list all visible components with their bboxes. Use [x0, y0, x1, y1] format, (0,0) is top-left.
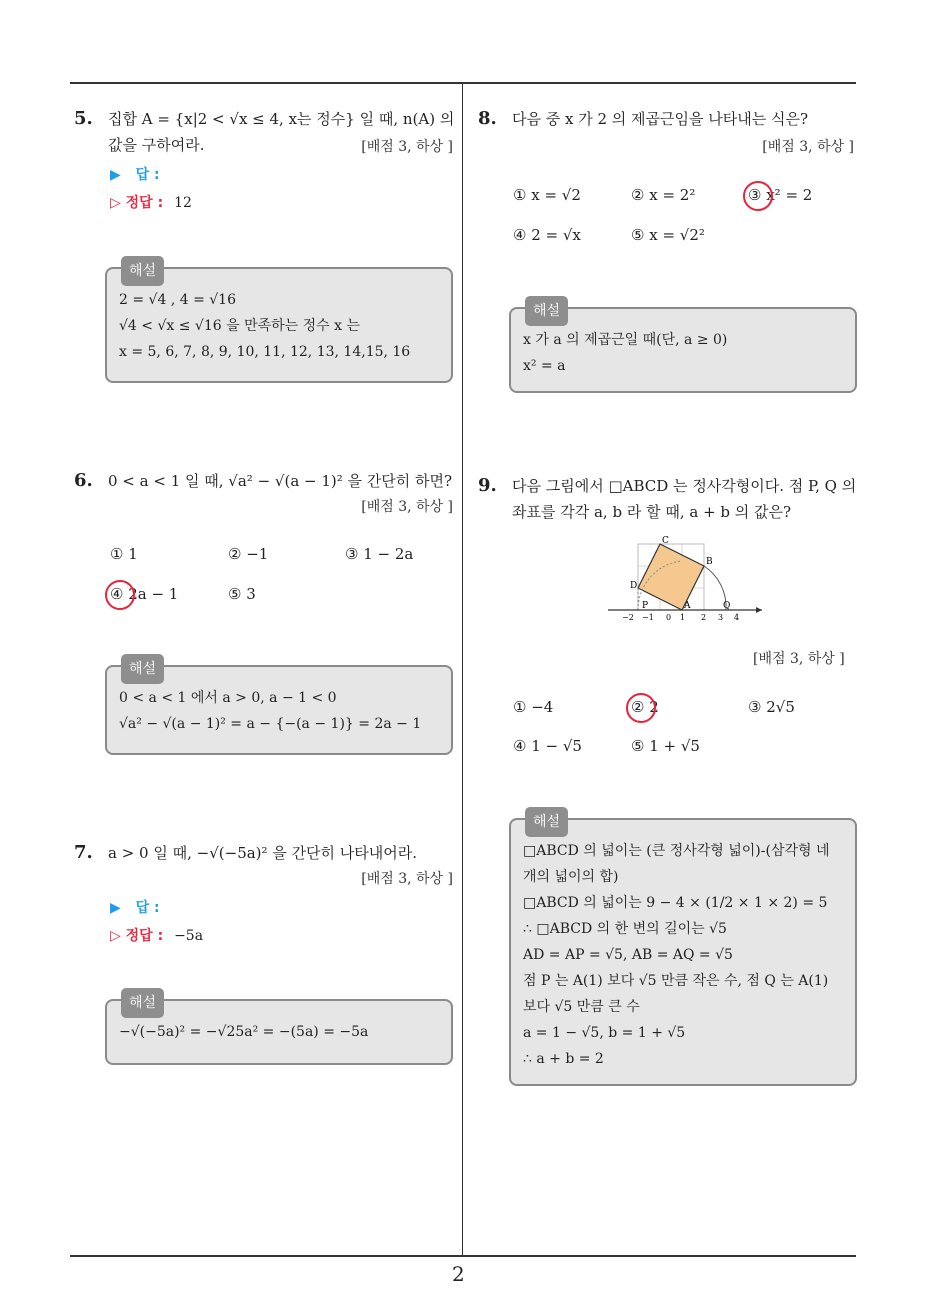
- solution-line: x 가 a 의 제곱근일 때(단, a ≥ 0): [523, 332, 728, 348]
- solution-box: [105, 263, 453, 383]
- point-label: B: [706, 557, 713, 567]
- correct-answer-line: [110, 192, 192, 212]
- option-2[interactable]: ② x = 2²: [631, 186, 696, 204]
- triangle-outline-icon: ▷: [110, 928, 121, 944]
- play-icon: ▶: [110, 900, 121, 916]
- problem-number: 8.: [478, 108, 497, 129]
- tick-label: 0: [666, 613, 672, 622]
- solution-line: 2 = √4 , 4 = √16: [119, 292, 236, 308]
- correct-value: 12: [174, 195, 192, 211]
- answer-label: 답 :: [135, 900, 160, 916]
- problem-number: 6.: [74, 470, 93, 491]
- problem-meta: [배점 3, 하상 ]: [361, 139, 453, 155]
- selected-mark-circle: [743, 181, 773, 211]
- tick-label: 1: [680, 613, 686, 622]
- point-label: Q: [723, 601, 731, 611]
- tick-label: 3: [718, 613, 724, 622]
- triangle-outline-icon: ▷: [110, 195, 121, 211]
- answer-label: 답 :: [135, 167, 160, 183]
- solution-tag: 해설: [525, 807, 568, 837]
- solution-tag: 해설: [121, 654, 164, 684]
- number-line-square-figure: [606, 536, 766, 626]
- bottom-rule: [70, 1255, 856, 1257]
- problem-number: 7.: [74, 842, 93, 863]
- problem-number: 5.: [74, 108, 93, 129]
- option-5[interactable]: ⑤ 1 + √5: [631, 737, 700, 755]
- problem-number: 9.: [478, 475, 497, 496]
- solution-line: x² = a: [523, 358, 566, 374]
- solution-box: [509, 814, 857, 1086]
- correct-label: 정답 :: [125, 195, 164, 211]
- point-label: D: [630, 581, 638, 591]
- solution-line: x = 5, 6, 7, 8, 9, 10, 11, 12, 13, 14,15, 16: [119, 344, 411, 360]
- option-3[interactable]: ③ 2√5: [748, 698, 795, 716]
- solution-tag: 해설: [525, 296, 568, 326]
- selected-mark-circle: [626, 693, 656, 723]
- problem-stem: 0 < a < 1 일 때, √a² − √(a − 1)² 을 간단히 하면?: [108, 472, 453, 490]
- point-label: P: [642, 601, 649, 611]
- point-label: A: [684, 601, 691, 611]
- option-2[interactable]: ② 2: [631, 698, 659, 716]
- solution-line: ∴ a + b = 2: [523, 1051, 604, 1067]
- answer-line: [110, 897, 160, 917]
- solution-line: □ABCD 의 넓이는 (큰 정사각형 넓이)-(삼각형 네 개의 넓이의 합): [523, 843, 830, 885]
- problem-meta: [배점 3, 하상 ]: [762, 139, 854, 155]
- option-2[interactable]: ② −1: [228, 545, 269, 563]
- column-divider: [462, 84, 463, 1256]
- tick-label: −2: [622, 613, 634, 622]
- option-5[interactable]: ⑤ 3: [228, 585, 256, 603]
- answer-line: [110, 164, 160, 184]
- tick-label: 4: [734, 613, 740, 622]
- problem-stem: 다음 중 x 가 2 의 제곱근임을 나타내는 식은?: [512, 110, 809, 128]
- solution-line: −√(−5a)² = −√25a² = −(5a) = −5a: [119, 1024, 369, 1040]
- option-4[interactable]: ④ 2a − 1: [110, 585, 179, 603]
- solution-box: [105, 661, 453, 755]
- solution-tag: 해설: [121, 256, 164, 286]
- top-rule: [70, 82, 856, 84]
- selected-mark-circle: [105, 580, 135, 610]
- solution-line: 점 P 는 A(1) 보다 √5 만큼 작은 수, 점 Q 는 A(1) 보다 √5 만큼 큰 수: [523, 973, 829, 1015]
- solution-line: □ABCD 의 넓이는 9 − 4 × (1/2 × 1 × 2) = 5: [523, 895, 828, 911]
- tick-label: 2: [701, 613, 707, 622]
- option-4[interactable]: ④ 2 = √x: [513, 226, 581, 244]
- solution-box: [105, 995, 453, 1065]
- solution-tag: 해설: [121, 988, 164, 1018]
- correct-value: −5a: [174, 928, 204, 944]
- solution-line: AD = AP = √5, AB = AQ = √5: [523, 947, 733, 963]
- problem-meta: [배점 3, 하상 ]: [361, 499, 453, 515]
- solution-line: 0 < a < 1 에서 a > 0, a − 1 < 0: [119, 690, 337, 706]
- option-4[interactable]: ④ 1 − √5: [513, 737, 582, 755]
- option-3[interactable]: ③ x² = 2: [748, 186, 813, 204]
- solution-line: a = 1 − √5, b = 1 + √5: [523, 1025, 686, 1041]
- option-5[interactable]: ⑤ x = √2²: [631, 226, 705, 244]
- correct-answer-line: [110, 925, 203, 945]
- page-number: 2: [452, 1262, 465, 1286]
- solution-line: √4 < √x ≤ √16 을 만족하는 정수 x 는: [119, 318, 360, 334]
- solution-line: √a² − √(a − 1)² = a − {−(a − 1)} = 2a − 1: [119, 716, 422, 732]
- problem-stem: 집합 A = {x|2 < √x ≤ 4, x는 정수} 일 때, n(A) 의 값을 구하여라.: [108, 110, 455, 154]
- correct-label: 정답 :: [125, 928, 164, 944]
- option-3[interactable]: ③ 1 − 2a: [345, 545, 414, 563]
- option-1[interactable]: ① 1: [110, 545, 138, 563]
- play-icon: ▶: [110, 167, 121, 183]
- solution-box: [509, 303, 857, 393]
- problem-stem: a > 0 일 때, −√(−5a)² 을 간단히 나타내어라.: [108, 844, 418, 862]
- problem-stem: 다음 그림에서 □ABCD 는 정사각형이다. 점 P, Q 의 좌표를 각각 a, b 라 할 때, a + b 의 값은?: [512, 477, 857, 521]
- solution-line: ∴ □ABCD 의 한 변의 길이는 √5: [523, 921, 727, 937]
- problem-meta: [배점 3, 하상 ]: [753, 651, 845, 667]
- point-label: C: [662, 536, 669, 546]
- option-1[interactable]: ① −4: [513, 698, 554, 716]
- option-1[interactable]: ① x = √2: [513, 186, 581, 204]
- tick-label: −1: [642, 613, 654, 622]
- problem-meta: [배점 3, 하상 ]: [361, 871, 453, 887]
